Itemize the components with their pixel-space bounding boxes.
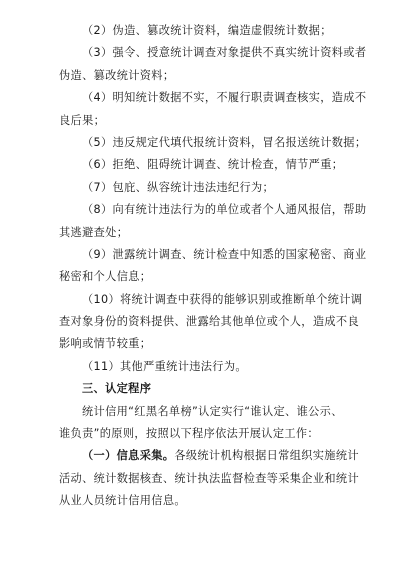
text-line: 影响或情节较重；: [59, 337, 152, 351]
text-line: （9）泄露统计调查、统计检查中知悉的国家秘密、商业: [82, 247, 367, 261]
bold-lead: （一）信息采集。: [82, 449, 175, 463]
text-run: 各级统计机构根据日常组织实施统计: [174, 449, 359, 463]
text-line: [59, 445, 359, 467]
text-line: （8）向有统计违法行为的单位或者个人通风报信，帮助: [82, 203, 367, 217]
text-line: 活动、统计数据核查、统计执法监督检查等采集企业和统计: [59, 471, 359, 485]
section-heading: 三、认定程序: [82, 382, 152, 396]
text-line: （4）明知统计数据不实，不履行职责调查核实，造成不: [82, 91, 367, 105]
text-line: 谁负责”的原则，按照以下程序依法开展认定工作：: [59, 427, 319, 441]
text-line: 秘密和个人信息；: [59, 270, 152, 284]
text-line: （2）伪造、篡改统计资料，编造虚假统计数据；: [82, 24, 332, 37]
text-line: （7）包庇、纵容统计违法违纪行为；: [82, 180, 275, 194]
text-line: 良后果；: [59, 113, 106, 127]
text-line: （11）其他严重统计违法行为。: [82, 359, 247, 373]
text-line: （10）将统计调查中获得的能够识别或推断单个统计调: [82, 292, 363, 306]
text-line: 从业人员统计信用信息。: [59, 494, 186, 508]
text-line: 伪造、篡改统计资料；: [59, 68, 175, 82]
text-line: 查对象身份的资料提供、泄露给其他单位或个人，造成不良: [59, 315, 359, 329]
text-line: （3）强令、授意统计调查对象提供不真实统计资料或者: [82, 46, 367, 60]
text-line: （5）违反规定代填代报统计资料，冒名报送统计数据；: [82, 135, 367, 149]
text-line: （6）拒绝、阻碍统计调查、统计检查，情节严重；: [82, 158, 344, 172]
text-line: 其逃避查处；: [59, 225, 129, 239]
text-line: 统计信用“红黑名单榜”认定实行“谁认定、谁公示、: [82, 404, 343, 418]
